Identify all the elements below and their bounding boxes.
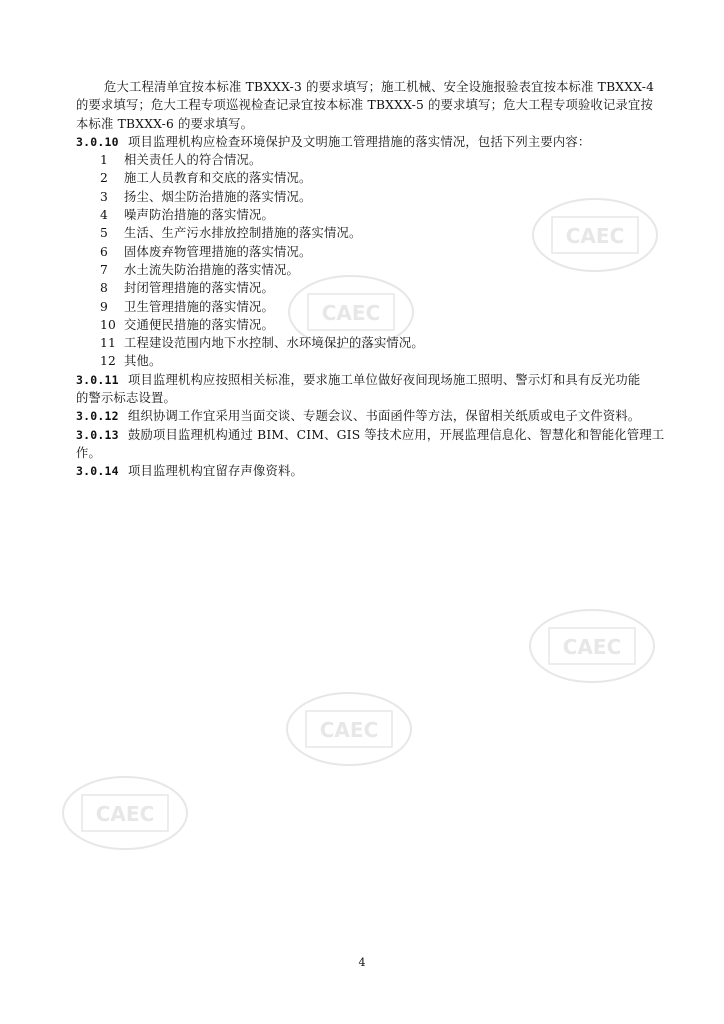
list-item xyxy=(76,206,652,224)
item-number: 12 xyxy=(100,354,117,369)
item-number: 8 xyxy=(100,281,109,296)
document-body xyxy=(76,78,665,481)
item-number: 3 xyxy=(100,189,109,204)
item-number: 5 xyxy=(100,226,109,241)
item-number: 2 xyxy=(100,171,109,186)
item-number: 10 xyxy=(100,317,117,332)
intro-line: 的要求填写；危大工程专项巡视检查记录宜按本标准 TBXXX-5 的要求填写；危大工程专项验收记录宜按 xyxy=(76,98,654,113)
svg-text:CAEC: CAEC xyxy=(565,224,625,248)
clause-3-0-10 xyxy=(76,133,652,151)
clause-3-0-12 xyxy=(76,407,652,425)
list-item xyxy=(76,316,652,334)
item-text: 交通便民措施的落实情况。 xyxy=(124,317,274,332)
intro-line: 危大工程清单宜按本标准 TBXXX-3 的要求填写；施工机械、安全设施报验表宜按本标准 TBXXX-4 xyxy=(104,80,655,94)
list-item xyxy=(76,151,652,169)
item-text: 生活、生产污水排放控制措施的落实情况。 xyxy=(124,226,362,241)
item-number: 9 xyxy=(100,299,109,314)
clause-number: 3.0.13 xyxy=(76,427,119,442)
clause-text: 组织协调工作宜采用当面交谈、专题会议、书面函件等方法，保留相关纸质或电子文件资料。 xyxy=(128,409,641,424)
svg-text:CAEC: CAEC xyxy=(562,635,622,659)
item-number: 11 xyxy=(100,336,117,351)
item-text: 相关责任人的符合情况。 xyxy=(124,153,262,168)
item-number: 4 xyxy=(100,208,109,223)
list-item xyxy=(76,243,652,261)
clause-number: 3.0.12 xyxy=(76,409,119,424)
item-text: 其他。 xyxy=(124,354,162,369)
clause-text: 项目监理机构应按照相关标准，要求施工单位做好夜间现场施工照明、警示灯和具有反光功能 xyxy=(128,372,641,387)
clause-3-0-14 xyxy=(76,462,652,480)
clause-text-continued: 作。 xyxy=(76,445,101,460)
item-text: 噪声防治措施的落实情况。 xyxy=(124,208,274,223)
list-item xyxy=(76,261,652,279)
item-text: 施工人员教育和交底的落实情况。 xyxy=(124,171,312,186)
list-item xyxy=(76,169,652,187)
svg-text:CAEC: CAEC xyxy=(321,301,381,325)
clause-number: 3.0.11 xyxy=(76,372,119,387)
item-text: 工程建设范围内地下水控制、水环境保护的落实情况。 xyxy=(124,336,424,351)
svg-text:CAEC: CAEC xyxy=(319,718,379,742)
list-item xyxy=(76,224,652,242)
clause-3-0-11 xyxy=(76,371,652,389)
list-item xyxy=(76,188,652,206)
list-item xyxy=(76,298,652,316)
item-number: 1 xyxy=(100,153,109,168)
list-item xyxy=(76,279,652,297)
clause-number: 3.0.14 xyxy=(76,464,119,479)
item-number: 7 xyxy=(100,262,109,277)
list-item xyxy=(76,334,652,352)
clause-3-0-13 xyxy=(76,426,665,444)
page-number: 4 xyxy=(358,956,366,969)
watermark-logo xyxy=(284,689,414,769)
item-text: 扬尘、烟尘防治措施的落实情况。 xyxy=(124,189,312,204)
clause-text: 项目监理机构宜留存声像资料。 xyxy=(128,464,303,479)
clause-text-continued: 的警示标志设置。 xyxy=(76,391,176,406)
watermark-logo xyxy=(60,773,190,853)
watermark-logo xyxy=(527,606,657,686)
intro-line: 本标准 TBXXX-6 的要求填写。 xyxy=(76,116,254,131)
item-text: 水土流失防治措施的落实情况。 xyxy=(124,262,299,277)
clause-text: 项目监理机构应检查环境保护及文明施工管理措施的落实情况，包括下列主要内容： xyxy=(128,134,591,149)
item-text: 封闭管理措施的落实情况。 xyxy=(124,281,274,296)
list-item xyxy=(76,352,652,370)
clause-text: 鼓励项目监理机构通过 BIM、CIM、GIS 等技术应用，开展监理信息化、智慧化和智能化管理工 xyxy=(128,427,665,442)
clause-number: 3.0.10 xyxy=(76,134,119,149)
svg-text:CAEC: CAEC xyxy=(95,802,155,826)
item-text: 卫生管理措施的落实情况。 xyxy=(124,299,274,314)
item-text: 固体废弃物管理措施的落实情况。 xyxy=(124,244,312,259)
item-number: 6 xyxy=(100,244,109,259)
